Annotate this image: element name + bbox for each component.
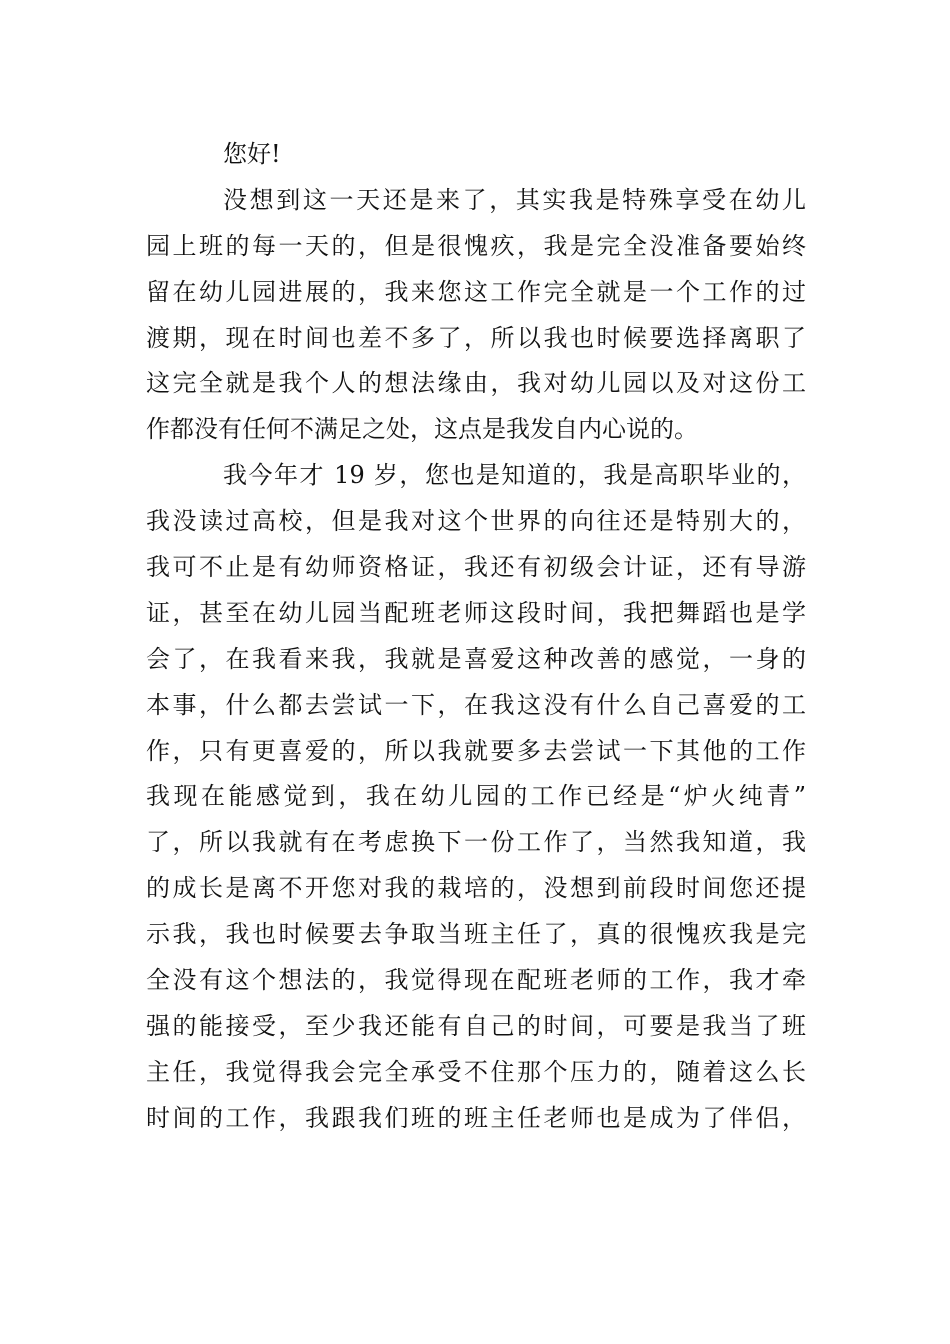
- paragraph-line: 我没读过高校，但是我对这个世界的向往还是特别大的，: [146, 507, 806, 536]
- paragraph-line: 强的能接受，至少我还能有自己的时间，可要是我当了班: [146, 1011, 806, 1040]
- paragraph-line: 没想到这一天还是来了，其实我是特殊享受在幼儿: [223, 185, 806, 214]
- paragraph-line: 作，只有更喜爱的，所以我就要多去尝试一下其他的工作: [146, 736, 806, 765]
- paragraph-line: 的成长是离不开您对我的栽培的，没想到前段时间您还提: [146, 874, 806, 903]
- greeting: 您好!: [223, 140, 281, 168]
- paragraph-line: 我现在能感觉到，我在幼儿园的工作已经是“炉火纯青”: [146, 782, 806, 811]
- paragraph-line: 渡期，现在时间也差不多了，所以我也时候要选择离职了: [146, 323, 806, 352]
- paragraph-line: 我可不止是有幼师资格证，我还有初级会计证，还有导游: [146, 553, 806, 582]
- paragraph-line: 时间的工作，我跟我们班的班主任老师也是成为了伴侣，: [146, 1103, 806, 1132]
- paragraph-line: 作都没有任何不满足之处，这点是我发自内心说的。: [146, 415, 698, 444]
- paragraph-line: 示我，我也时候要去争取当班主任了，真的很愧疚我是完: [146, 920, 806, 949]
- paragraph-line: 本事，什么都去尝试一下，在我这没有什么自己喜爱的工: [146, 690, 806, 719]
- paragraph-2: [146, 453, 806, 1141]
- paragraph-line: 园上班的每一天的，但是很愧疚，我是完全没准备要始终: [146, 231, 806, 260]
- paragraph-line: 我今年才 19 岁，您也是知道的，我是高职毕业的，: [223, 461, 806, 490]
- paragraph-line: 主任，我觉得我会完全承受不住那个压力的，随着这么长: [146, 1057, 806, 1086]
- paragraph-1: [146, 178, 806, 453]
- paragraph-line: 全没有这个想法的，我觉得现在配班老师的工作，我才牵: [146, 966, 806, 995]
- paragraph-line: 了，所以我就有在考虑换下一份工作了，当然我知道，我: [146, 828, 806, 857]
- paragraph-line: 会了，在我看来我，我就是喜爱这种改善的感觉，一身的: [146, 644, 806, 673]
- paragraph-line: 证，甚至在幼儿园当配班老师这段时间，我把舞蹈也是学: [146, 598, 806, 627]
- paragraph-line: 这完全就是我个人的想法缘由，我对幼儿园以及对这份工: [146, 369, 806, 398]
- paragraph-line: 留在幼儿园进展的，我来您这工作完全就是一个工作的过: [146, 277, 806, 306]
- letter-body: [146, 132, 806, 1142]
